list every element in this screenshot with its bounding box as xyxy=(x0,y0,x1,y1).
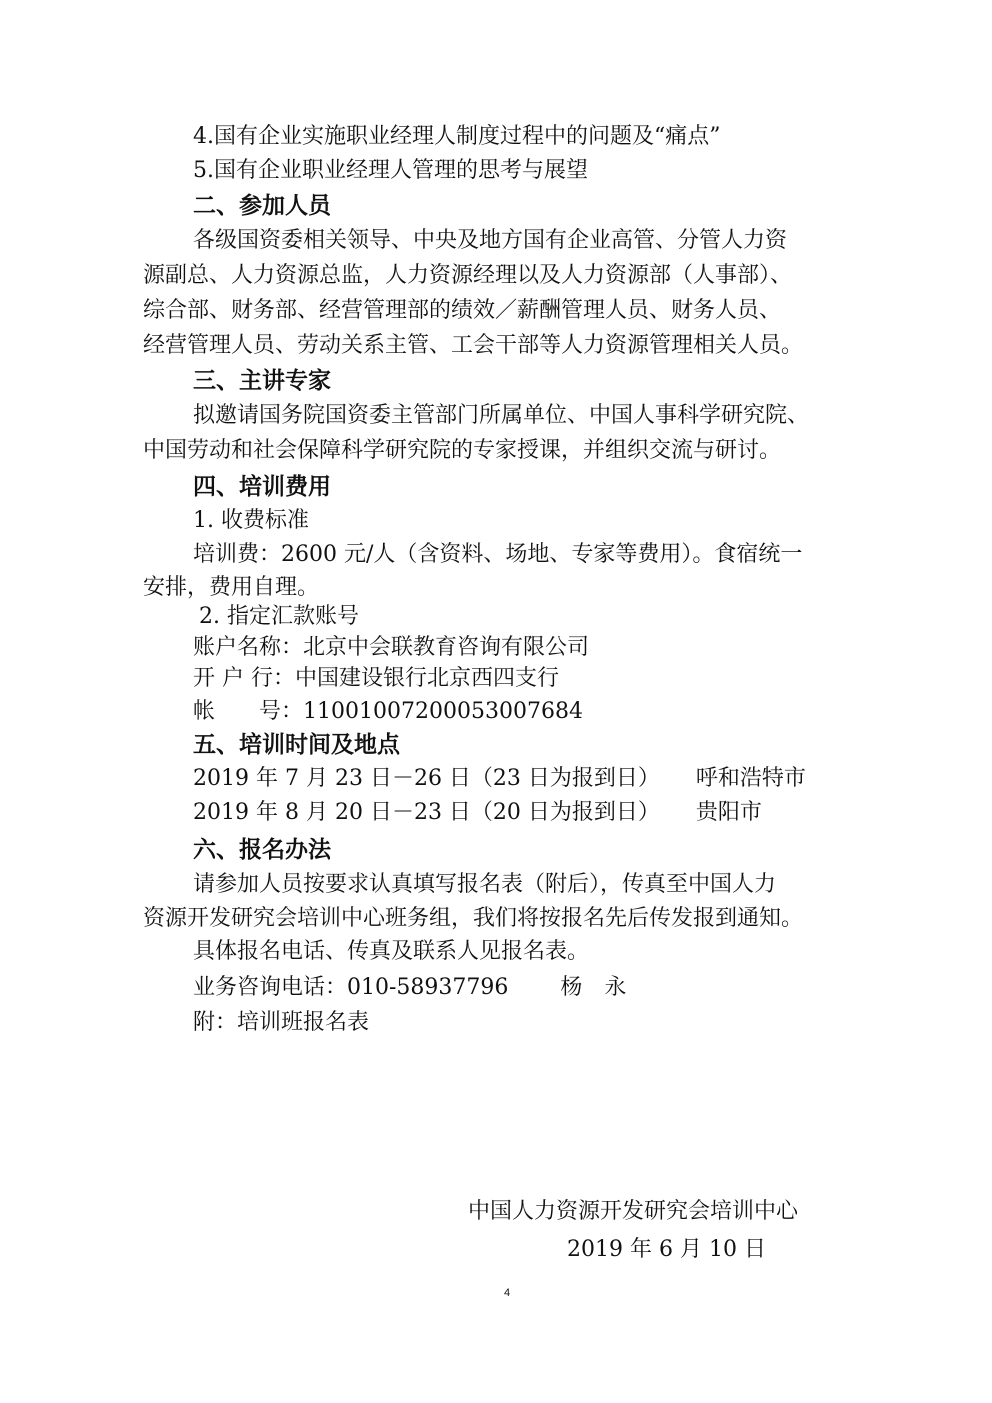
contact-person: 杨 永 xyxy=(560,975,627,1000)
topic-item-5: 5.国有企业职业经理人管理的思考与展望 xyxy=(193,158,588,183)
account-bank: 开 户 行：中国建设银行北京西四支行 xyxy=(193,666,559,691)
fee-line-2: 安排，费用自理。 xyxy=(143,575,320,600)
session-2 xyxy=(193,798,762,828)
topic-item-4: 4.国有企业实施职业经理人制度过程中的问题及“痛点” xyxy=(193,124,721,149)
experts-line-1: 拟邀请国务院国资委主管部门所属单位、中国人事科学研究院、 xyxy=(193,403,810,428)
section-heading-fees: 四、培训费用 xyxy=(193,474,331,500)
consult-phone: 业务咨询电话：010-58937796 xyxy=(193,975,509,1000)
consult-phone-row xyxy=(193,973,626,1003)
account-number-label: 帐 号： xyxy=(193,699,304,724)
session-1 xyxy=(193,764,806,794)
fee-line-1: 培训费：2600 元/人（含资料、场地、专家等费用）。食宿统一 xyxy=(193,542,803,567)
section-heading-registration: 六、报名办法 xyxy=(193,837,331,863)
registration-line-2: 资源开发研究会培训中心班务组，我们将按报名先后传发报到通知。 xyxy=(143,906,804,931)
account-name: 账户名称：北京中会联教育咨询有限公司 xyxy=(193,635,590,660)
session-2-city: 贵阳市 xyxy=(695,800,762,825)
issue-date: 2019 年 6 月 10 日 xyxy=(567,1237,766,1262)
fee-standard-heading: 1. 收费标准 xyxy=(193,508,309,533)
registration-line-1: 请参加人员按要求认真填写报名表（附后），传真至中国人力 xyxy=(193,872,777,897)
account-number: 11001007200053007684 xyxy=(303,699,583,724)
remittance-heading: 2. 指定汇款账号 xyxy=(199,604,359,629)
participants-line-3: 综合部、财务部、经营管理部的绩效／薪酬管理人员、财务人员、 xyxy=(143,298,782,323)
section-heading-schedule: 五、培训时间及地点 xyxy=(193,732,400,758)
session-1-city: 呼和浩特市 xyxy=(695,766,806,791)
account-number-row xyxy=(193,697,583,727)
session-1-date: 2019 年 7 月 23 日－26 日（23 日为报到日） xyxy=(193,766,660,791)
section-heading-participants: 二、参加人员 xyxy=(193,193,331,219)
experts-line-2: 中国劳动和社会保障科学研究院的专家授课，并组织交流与研讨。 xyxy=(143,438,782,463)
registration-line-3: 具体报名电话、传真及联系人见报名表。 xyxy=(193,939,590,964)
participants-line-1: 各级国资委相关领导、中央及地方国有企业高管、分管人力资 xyxy=(193,228,788,253)
participants-line-2: 源副总、人力资源总监，人力资源经理以及人力资源部（人事部）、 xyxy=(143,263,793,288)
session-2-date: 2019 年 8 月 20 日－23 日（20 日为报到日） xyxy=(193,800,660,825)
page-number: 4 xyxy=(504,1287,511,1299)
section-heading-experts: 三、主讲专家 xyxy=(193,368,331,394)
attachment-note: 附：培训班报名表 xyxy=(193,1010,370,1035)
issuing-organization: 中国人力资源开发研究会培训中心 xyxy=(468,1199,799,1224)
participants-line-4: 经营管理人员、劳动关系主管、工会干部等人力资源管理相关人员。 xyxy=(143,333,804,358)
